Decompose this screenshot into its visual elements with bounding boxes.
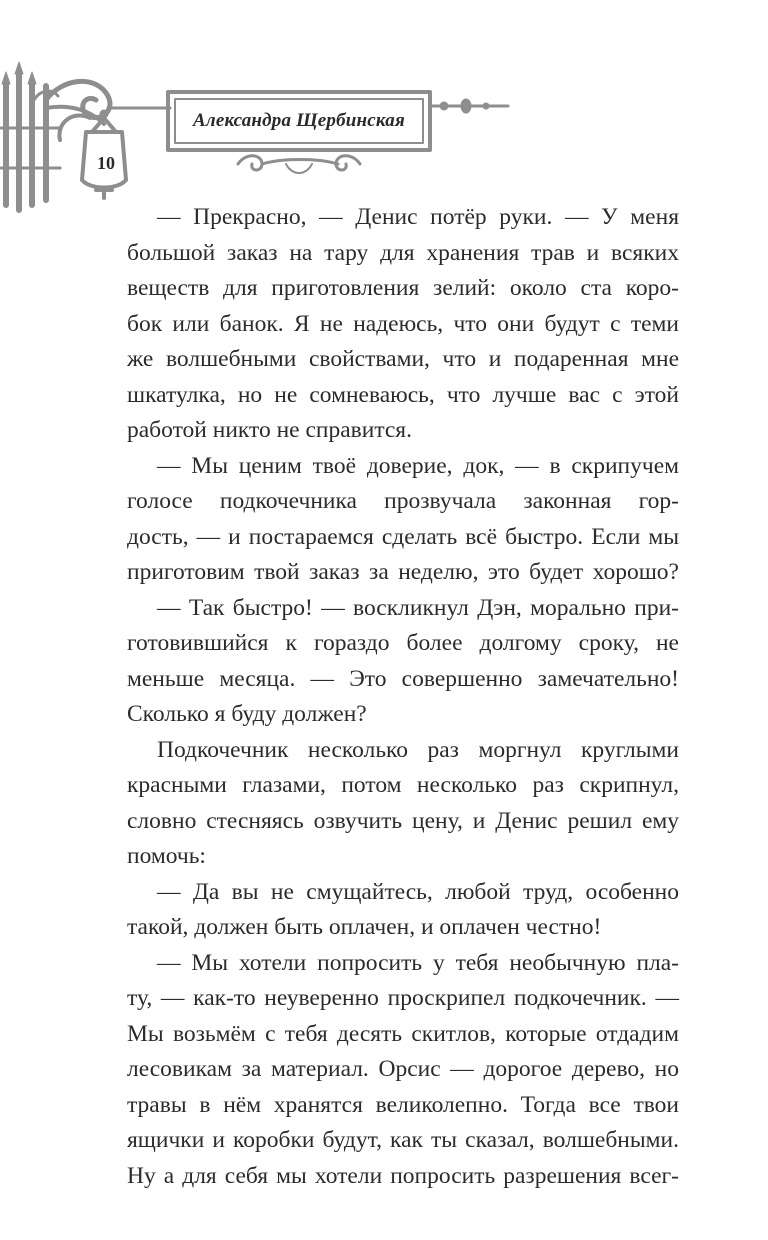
- text-line: Ну а для себя мы хотели попросить разрешения всег-: [127, 1162, 679, 1189]
- text-line: — Мы хотели попросить у тебя необычную пла-: [157, 949, 679, 976]
- text-line: помочь:: [127, 843, 206, 869]
- text-line: дость, — и постараемся сделать всё быстро. Если мы: [127, 523, 679, 550]
- text-line: ту, — как-то неуверенно проскрипел подкочечник. —: [127, 985, 679, 1011]
- text-line: красными глазами, потом несколько раз скрипнул,: [127, 772, 679, 798]
- text-line: ящички и коробки будут, как ты сказал, волшебными.: [127, 1127, 679, 1153]
- page-number: 10: [97, 153, 115, 173]
- text-line: Мы возьмём с тебя десять скитлов, которые отдадим: [127, 1020, 679, 1047]
- text-line: — Мы ценим твоё доверие, док, — в скрипучем: [157, 452, 679, 479]
- body-text: [127, 200, 679, 1194]
- text-line: шкатулка, но не сомневаюсь, что лучше вас с этой: [127, 381, 679, 408]
- text-line: такой, должен быть оплачен, и оплачен честно!: [127, 914, 602, 940]
- text-line: большой заказ на тару для хранения трав и всяких: [127, 239, 679, 266]
- text-line: словно стесняясь озвучить цену, и Денис решил ему: [127, 807, 679, 834]
- text-line: травы в нём хранятся великолепно. Тогда все твои: [127, 1091, 679, 1118]
- text-line: работой никто не справится.: [127, 417, 412, 443]
- text-line: — Так быстро! — воскликнул Дэн, морально при-: [157, 594, 679, 621]
- text-line: приготовим твой заказ за неделю, это будет хорошо?: [127, 559, 679, 585]
- text-line: готовившийся к гораздо более долгому сроку, не: [127, 630, 679, 656]
- text-line: голосе подкочечника прозвучала законная гор-: [127, 488, 679, 514]
- text-line: же волшебными свойствами, что и подаренная мне: [127, 346, 679, 372]
- running-header-author: Александра Щербинская: [193, 110, 405, 131]
- text-line: — Прекрасно, — Денис потёр руки. — У меня: [157, 204, 679, 230]
- text-line: лесовикам за материал. Орсис — дорогое дерево, но: [127, 1056, 679, 1082]
- text-line: Подкочечник несколько раз моргнул круглыми: [157, 736, 679, 763]
- text-line: — Да вы не смущайтесь, любой труд, особенно: [157, 878, 679, 905]
- text-line: меньше месяца. — Это совершенно замечательно!: [127, 665, 679, 692]
- text-line: веществ для приготовления зелий: около ста коро-: [127, 275, 679, 301]
- text-line: Сколько я буду должен?: [127, 701, 367, 727]
- text-line: бок или банок. Я не надеюсь, что они будут с теми: [127, 310, 679, 337]
